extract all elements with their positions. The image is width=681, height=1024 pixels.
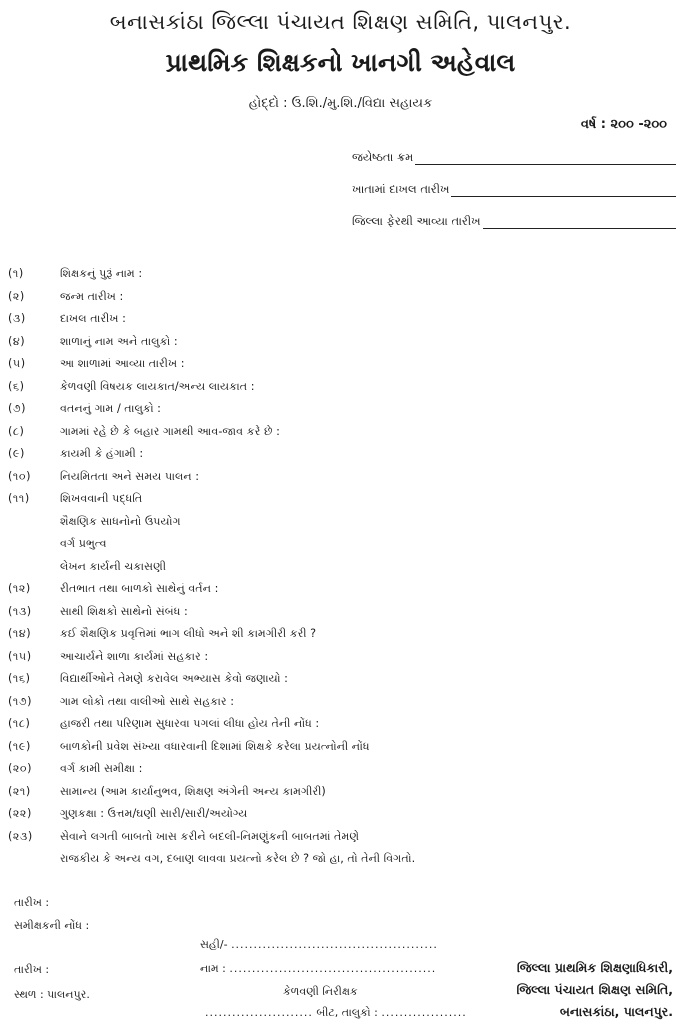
list-item: [8, 331, 668, 354]
name-dots: ..............................................: [229, 962, 437, 975]
list-item: [8, 691, 668, 714]
item-text: રીતભાત તથા બાળકો સાથેનું વર્તન :: [60, 582, 219, 596]
designation-line: હોદ્દો : ઉ.શિ./મુ.શિ./વિદ્યા સહાયક: [248, 96, 433, 111]
list-item: [8, 758, 668, 781]
list-item: [8, 713, 668, 736]
item-text: હાજરી તથા પરિણામ સુધારવા પગલાં લીધા હોય તેની નોંધ :: [60, 717, 320, 731]
item-text: વર્ગ પ્રભુત્વ: [60, 537, 107, 551]
list-item: [8, 781, 668, 804]
item-text: ગામમાં રહે છે કે બહાર ગામથી આવ-જાવ કરે છે :: [60, 424, 280, 438]
list-item: [8, 848, 668, 871]
inspector-label: કેળવણી નિરીક્ષક: [283, 985, 358, 998]
item-text: આચાર્યને શાળા કાર્યમાં સહકાર :: [60, 649, 209, 663]
item-text: શિક્ષકનું પુરૂં નામ :: [60, 267, 143, 281]
item-number: (૧૭): [8, 694, 32, 708]
list-item: [8, 736, 668, 759]
list-item: [8, 623, 668, 646]
district-transfer-date-field: [352, 214, 681, 229]
item-number: (૧૮): [8, 717, 31, 731]
item-text: વર્ગ કામી સમીક્ષા :: [60, 762, 143, 776]
item-number: (૧૫): [8, 649, 32, 663]
item-number: (૯): [8, 447, 25, 461]
list-item: [8, 556, 668, 579]
item-number: (૧૧): [8, 492, 30, 506]
item-text: ગામ લોકો તથા વાલીઓ સાથે સહકાર :: [60, 694, 235, 708]
beat-label: બીટ, તાલુકો :: [316, 1006, 378, 1019]
list-item: [8, 353, 668, 376]
list-item: [8, 601, 668, 624]
date-label-bottom: તારીખ :: [14, 963, 50, 976]
list-item: [8, 308, 668, 331]
item-number: (૮): [8, 424, 25, 438]
department-join-date-blank-line: [451, 184, 676, 197]
list-item: [8, 398, 668, 421]
list-item: [8, 533, 668, 556]
item-number: (૧૨): [8, 582, 31, 596]
list-item: [8, 421, 668, 444]
item-text: કાયમી કે હંગામી :: [60, 447, 144, 461]
item-text: કેળવણી વિષયક લાયકાત/અન્ય લાયકાત :: [60, 379, 255, 393]
item-number: (૧૬): [8, 672, 31, 686]
district-transfer-date-label: જિલ્લા ફેરથી આવ્યા તારીખ: [352, 214, 481, 228]
name-row: [200, 962, 436, 976]
signature-dots: ..............................................: [231, 938, 438, 951]
item-number: (૧૦): [8, 469, 31, 483]
item-text: શાળાનું નામ અને તાલુકો :: [60, 334, 178, 348]
item-text: નિયમિતતા અને સમય પાલન :: [60, 469, 200, 483]
item-text: સામાન્ય (આમ કાર્યાનુભવ, શિક્ષણ અંગેની અન્ય કામગીરી): [60, 784, 326, 798]
seniority-blank-line: [415, 152, 676, 165]
reviewer-note-label: સમીક્ષકની નોંધ :: [14, 919, 90, 932]
list-item: [8, 578, 668, 601]
signature-row: [200, 938, 438, 952]
district-transfer-date-blank-line: [483, 216, 676, 229]
department-join-date-field: [352, 182, 681, 197]
seniority-label: જયેષ્ઠતા ક્રમ: [352, 150, 414, 164]
list-item: [8, 376, 668, 399]
item-number: (૭): [8, 402, 27, 416]
department-join-date-label: ખાતામાં દાખલ તારીખ: [352, 182, 450, 196]
item-number: (૧૪): [8, 627, 32, 641]
item-text: વતનનું ગામ / તાલુકો :: [60, 402, 161, 416]
list-item: [8, 668, 668, 691]
item-text: બાળકોની પ્રવેશ સંખ્યા વધારવાની દિશામાં શિક્ષકે કરેલા પ્રયત્નોની નોંધ: [60, 739, 370, 753]
list-item: [8, 466, 668, 489]
item-text: સાથી શિક્ષકો સાથેનો સંબંધ :: [60, 604, 188, 618]
list-item: [8, 488, 668, 511]
item-text: લેખન કાર્યની ચકાસણી: [60, 559, 167, 573]
item-text: ગુણકક્ષા : ઉત્તમ/ઘણી સારી/સારી/અયોગ્ય: [60, 807, 248, 821]
name-label: નામ :: [200, 962, 226, 975]
year-line: વર્ષ : ૨૦૦ -૨૦૦: [580, 117, 667, 132]
report-items-list: [8, 263, 668, 871]
list-item: [8, 443, 668, 466]
item-text: સેવાને લગતી બાબતો ખાસ કરીને બદલી-નિમણુંકની બાબતમાં તેમણે: [60, 829, 360, 843]
item-number: (૨૨): [8, 807, 32, 821]
list-item: [8, 646, 668, 669]
report-title: પ્રાથમિક શિક્ષકનો ખાનગી અહેવાલ: [165, 48, 516, 77]
item-number: (૧૩): [8, 604, 32, 618]
authority-block: [517, 957, 674, 1023]
beat-dots: ........................: [205, 1006, 313, 1019]
list-item: [8, 263, 668, 286]
authority-line-1: જિલ્લા પ્રાથમિક શિક્ષણાધિકારી,: [516, 960, 673, 975]
item-text: શિખવવાની પદ્ધતિ: [60, 492, 143, 506]
list-item: [8, 826, 668, 849]
signature-label: સહી/-: [200, 938, 228, 951]
place-label: સ્થળ : પાલનપુર.: [14, 988, 90, 1001]
item-text: દાખલ તારીખ :: [60, 312, 126, 326]
item-text: કઈ શૈક્ષણિક પ્રવૃત્તિમાં ભાગ લીધો અને શી કામગીરી કરી ?: [60, 627, 317, 641]
item-number: (૧૯): [8, 739, 31, 753]
list-item: [8, 286, 668, 309]
item-number: (૩): [8, 312, 26, 326]
item-number: (૨૧): [8, 784, 31, 798]
seniority-field: [352, 150, 681, 165]
item-number: (૪): [8, 334, 26, 348]
authority-line-2: જિલ્લા પંચાયત શિક્ષણ સમિતિ,: [516, 982, 673, 997]
item-number: (૫): [8, 357, 26, 371]
beat-dots-after: ...................: [381, 1006, 467, 1019]
list-item: [8, 803, 668, 826]
item-number: (૧): [8, 267, 24, 281]
list-item: [8, 511, 668, 534]
committee-title: બનાસકાંઠા જિલ્લા પંચાયત શિક્ષણ સમિતિ, પાલનપુર.: [109, 10, 572, 34]
date-label-top: તારીખ :: [14, 896, 50, 909]
item-number: (૨): [8, 289, 25, 303]
item-text: વિદ્યાર્થીઓને તેમણે કરાવેલ અભ્યાસ કેવો જણાયો :: [60, 672, 288, 686]
item-text: જન્મ તારીખ :: [60, 289, 124, 303]
item-text: આ શાળામાં આવ્યા તારીખ :: [60, 357, 185, 371]
authority-line-3: બનાસકાંઠા, પાલનપુર.: [559, 1004, 673, 1019]
item-number: (૨૦): [8, 762, 33, 776]
beat-row: [205, 1006, 467, 1020]
item-number: (૬): [8, 379, 25, 393]
item-text: રાજકીય કે અન્ય વગ, દબાણ લાવવા પ્રયત્નો કરેલ છે ? જો હા, તો તેની વિગતો.: [60, 852, 416, 866]
item-number: (૨૩): [8, 829, 33, 843]
item-text: શૈક્ષણિક સાધનોનો ઉપયોગ: [60, 514, 181, 528]
